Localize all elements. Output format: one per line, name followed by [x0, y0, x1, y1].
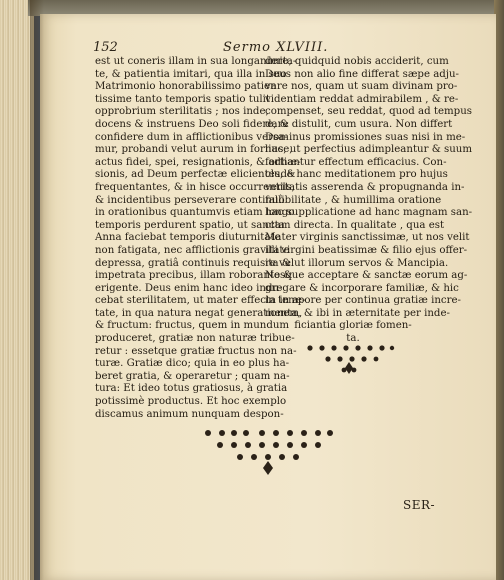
text-line: Deus non alio fine differat sæpe adju-: [265, 68, 459, 80]
text-line: Dominus promissiones suas nisi in me-: [265, 131, 466, 143]
text-line: re velut illorum servos & Mancipia.: [265, 257, 449, 269]
text-line: discamus animum nunquam despon-: [95, 408, 284, 420]
text-line: fortiantur effectum efficacius. Con-: [265, 156, 447, 168]
text-line: Nosque acceptare & sanctæ eorum ag-: [265, 270, 468, 282]
text-line: non fatigata, nec afflictionis gravitate: [95, 244, 290, 256]
text-line: videntiam reddat admirabilem , & re-: [265, 93, 459, 105]
text-line: ficiantia gloriæ fomen-: [294, 320, 412, 332]
text-line: veritatis asserenda & propugnanda in-: [265, 181, 465, 193]
text-line: opprobrium sterilitatis ; nos inde,: [95, 106, 269, 118]
text-line: illi virgini beatissimæ & filio ejus offer-: [265, 244, 468, 256]
text-line: produceret, gratiæ non naturæ tribue-: [95, 333, 295, 345]
catchword: SER-: [403, 498, 436, 512]
text-line: tate, in qua natura negat generationem,: [95, 307, 303, 319]
text-line: impetrata precibus, illam roborante &: [95, 270, 293, 282]
text-line: compenset, seu reddat, quod ad tempus: [265, 106, 472, 118]
text-line: te, & patientia imitari, qua illa in suo: [95, 68, 287, 80]
text-line: cebat sterilitatem, ut mater effecta in æ-: [95, 295, 306, 307]
text-line: in orationibus quantumvis etiam longo: [95, 207, 295, 219]
page-number: 152: [93, 40, 118, 55]
text-line: menta, & ibi in æternitate per inde-: [265, 307, 450, 319]
text-line: ta.: [346, 333, 360, 345]
text-line: fallibilitate , & humillima oratione: [265, 194, 442, 206]
gutter-shadow: [30, 0, 44, 580]
text-line: temporis perdurent spatio, ut sancta: [95, 219, 285, 231]
text-line: docens & instruens Deo soli fidere, &: [95, 118, 289, 130]
text-line: tissime tanto temporis spatio tulit: [95, 93, 271, 105]
text-line: depressa, gratiâ continuis requisita &: [95, 257, 291, 269]
text-line: beret gratia, & operaretur ; quam na-: [95, 370, 290, 382]
text-line: Mater virginis sanctissimæ, ut nos velit: [265, 232, 470, 244]
page-edges: [0, 0, 34, 580]
text-line: in tempore per continua gratiæ incre-: [265, 295, 461, 307]
text-line: dare distulit, cum usura. Non differt: [265, 118, 453, 130]
text-line: ctam directa. In qualitate , qua est: [265, 219, 445, 231]
text-line: mur, probandi velut aurum in fornace,: [95, 144, 293, 156]
text-line: actus fidei, spei, resignationis, & adhæ-: [95, 156, 301, 168]
text-line: erigente. Deus enim hanc ideo indu-: [95, 282, 283, 294]
text-line: retur : essetque gratiæ fructus non na-: [95, 345, 297, 357]
text-line: Matrimonio honorabilissimo patien: [95, 81, 277, 93]
text-line: hac supplicatione ad hanc magnam san-: [265, 207, 473, 219]
left-text-column: [95, 56, 306, 421]
fleuron-ornament-icon: [200, 427, 340, 477]
text-line: est ut coneris illam in sua longanimita-: [95, 56, 297, 67]
text-line: potissimè productus. Et hoc exemplo: [95, 396, 287, 408]
text-line: vare nos, quam ut suam divinam pro-: [265, 81, 458, 93]
text-line: tura: Et ideo totus gratiosus, à gratia: [95, 383, 288, 395]
right-text-column: [265, 56, 473, 346]
text-line: confidere dum in afflictionibus versa-: [95, 131, 288, 143]
fleuron-ornament-icon: [300, 340, 400, 380]
text-line: & incidentibus perseverare continuò: [95, 194, 285, 206]
text-line: sionis, ad Deum perfectæ elicientes, &: [95, 169, 296, 181]
text-line: frequentantes, & in hisce occurrentiis,: [95, 181, 295, 193]
text-line: clude hanc meditationem pro hujus: [265, 169, 448, 181]
text-line: lius, ut perfectius adimpleantur & suum: [265, 144, 473, 156]
text-line: gregare & incorporare familiæ, & hic: [265, 282, 459, 294]
running-title: Sermo XLVIII.: [223, 40, 329, 55]
text-line: turæ. Gratiæ dico; quia in eo plus ha-: [95, 358, 290, 370]
text-line: & fructum: fructus, quem in mundum: [95, 320, 290, 332]
text-line: Anna faciebat temporis diuturnitate: [95, 232, 281, 244]
text-line: dere, quidquid nobis acciderit, cum: [265, 56, 449, 67]
